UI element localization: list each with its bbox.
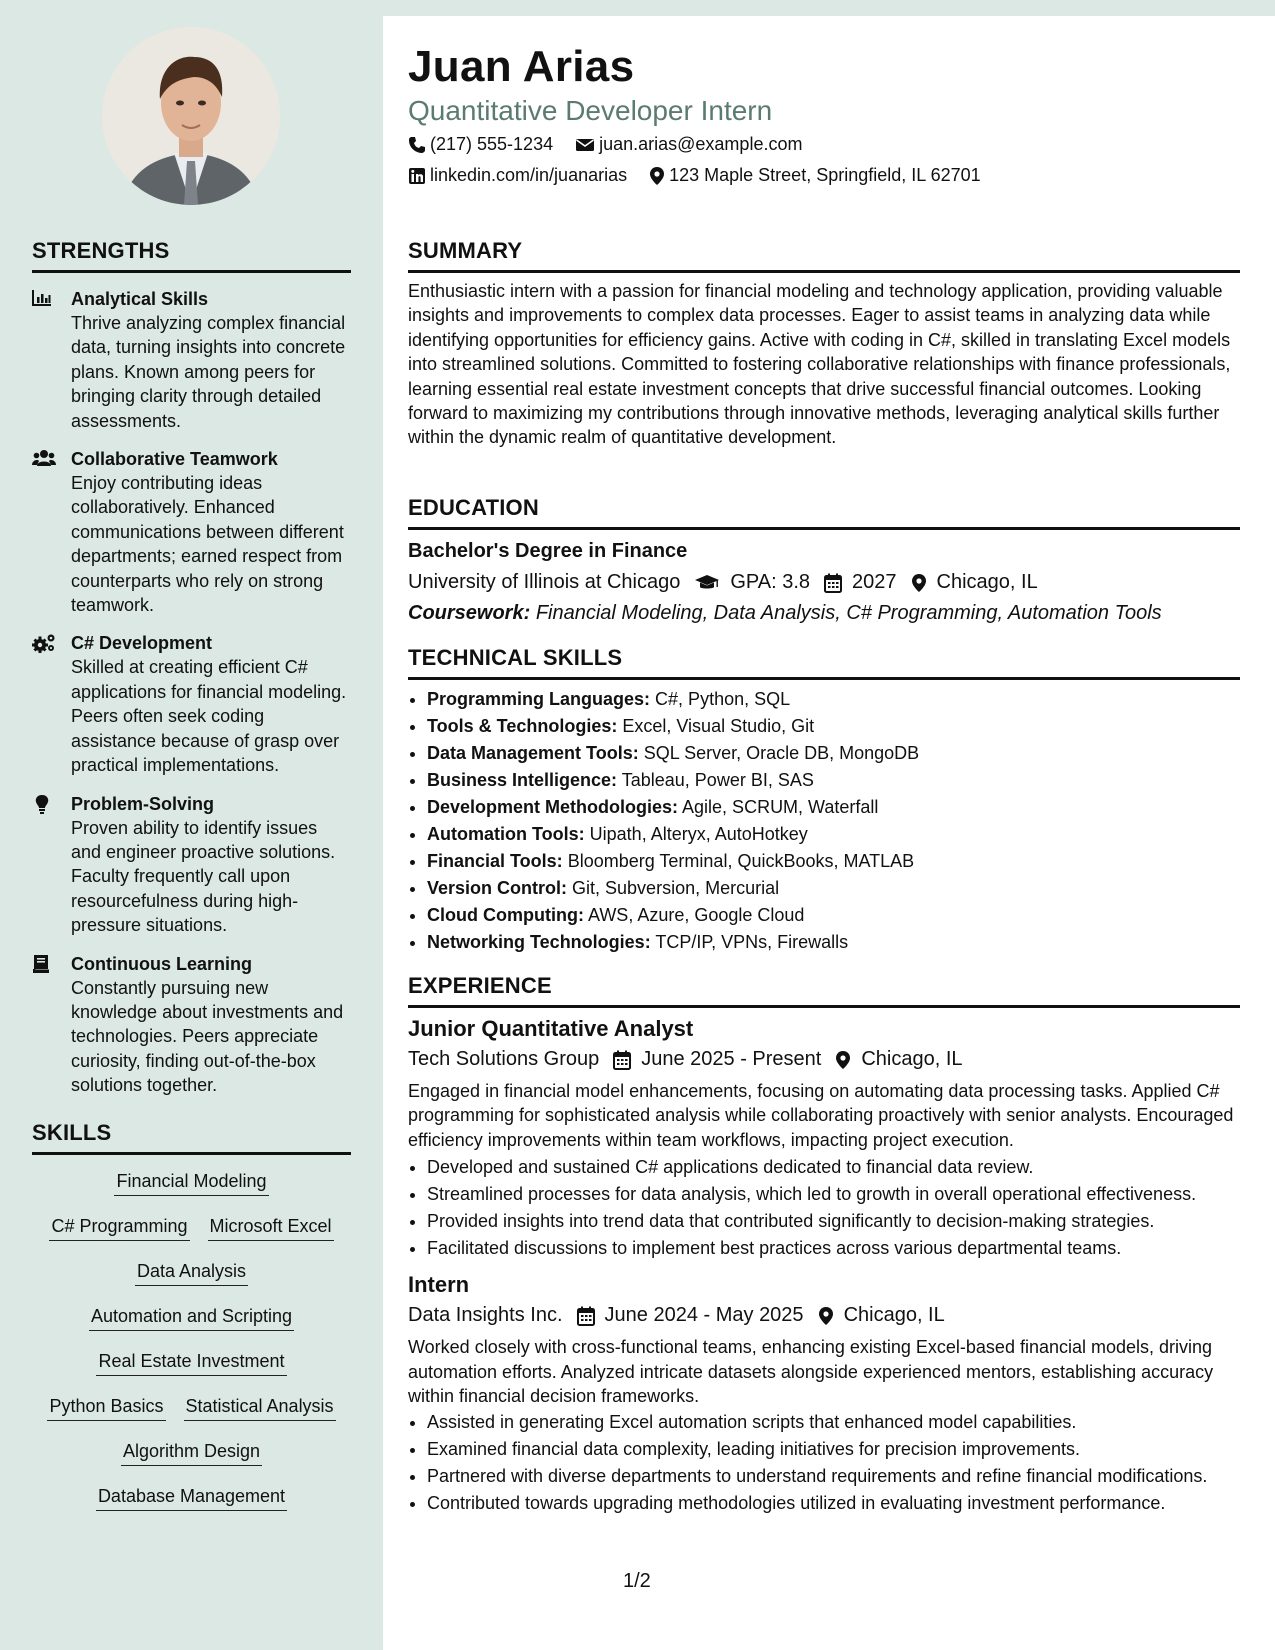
contact-row xyxy=(408,165,1003,186)
list-item: • Assisted in generating Excel automation scripts that enhanced model capabilities. xyxy=(427,1410,1240,1434)
list-item: • Tools & Technologies: Excel, Visual Studio, Git xyxy=(427,713,1240,740)
strength-desc: Enjoy contributing ideas collaboratively. Enhanced communications between different departments; earned respect from counterparts who rely on strong teamwork. xyxy=(71,473,344,616)
address-contact xyxy=(649,165,981,186)
year-item xyxy=(824,571,897,594)
email-contact[interactable] xyxy=(575,134,802,155)
location-item xyxy=(911,571,1038,594)
map-pin-icon xyxy=(649,166,665,186)
job-summary: Worked closely with cross-functional teams, enhancing existing Excel-based financial models, driving automation efforts. Analyzed intricate datasets alongside experienced mentors, establishing accuracy within financial decision frameworks. xyxy=(408,1337,1214,1407)
candidate-name: Juan Arias xyxy=(408,42,635,91)
skill-chip: Statistical Analysis xyxy=(184,1395,336,1421)
phone-contact xyxy=(408,134,553,155)
list-item: • Programming Languages: C#, Python, SQL xyxy=(427,686,1240,713)
education-heading: EDUCATION xyxy=(408,495,1240,530)
list-item: • Developed and sustained C# applications dedicated to financial data review. xyxy=(427,1154,1240,1181)
education-section xyxy=(408,495,1240,625)
page-number: 1/2 xyxy=(623,1570,651,1592)
job-meta xyxy=(408,1048,1240,1071)
location-item xyxy=(835,1048,962,1071)
strength-item xyxy=(32,792,351,938)
sidebar xyxy=(0,0,383,1650)
list-item: • Streamlined processes for data analysis, which led to growth in overall operational effectiveness. xyxy=(427,1181,1240,1208)
skill-chip: Python Basics xyxy=(47,1395,165,1421)
linkedin-text[interactable]: linkedin.com/in/juanarias xyxy=(430,165,628,185)
location-text: Chicago, IL xyxy=(843,1304,945,1327)
job-entry xyxy=(408,1272,1240,1516)
list-item: • Examined financial data complexity, leading initiatives for precision improvements. xyxy=(427,1437,1240,1461)
location-text: Chicago, IL xyxy=(936,571,1038,593)
technical-skills-list xyxy=(408,686,1240,956)
list-item: • Provided insights into trend data that contributed significantly to decision-making strategies. xyxy=(427,1208,1240,1235)
list-item: • Development Methodologies: Agile, SCRUM, Waterfall xyxy=(427,794,1240,821)
strength-item xyxy=(32,631,351,777)
envelope-icon xyxy=(575,137,595,153)
coursework-text: Financial Modeling, Data Analysis, C# Programming, Automation Tools xyxy=(535,602,1162,624)
gpa-text: GPA: 3.8 xyxy=(730,571,811,593)
map-pin-icon xyxy=(835,1050,851,1070)
school-name: University of Illinois at Chicago xyxy=(408,571,681,593)
list-item: • Contributed towards upgrading methodologies utilized in evaluating investment performance. xyxy=(427,1491,1240,1515)
map-pin-icon xyxy=(911,573,927,593)
job-bullets xyxy=(408,1154,1240,1262)
summary-heading: SUMMARY xyxy=(408,238,1240,273)
education-meta xyxy=(408,571,1240,594)
location-text: Chicago, IL xyxy=(861,1048,963,1070)
list-item: • Automation Tools: Uipath, Alteryx, AutoHotkey xyxy=(427,821,1240,848)
coursework xyxy=(408,602,1240,625)
strength-item xyxy=(32,287,351,433)
contact-row xyxy=(408,134,824,155)
book-icon xyxy=(32,954,56,974)
strength-title: Collaborative Teamwork xyxy=(71,449,278,470)
phone-icon xyxy=(408,136,426,154)
calendar-icon xyxy=(577,1306,595,1326)
skills-list xyxy=(32,1161,351,1521)
list-item: • Partnered with diverse departments to understand requirements and refine financial modifications. xyxy=(427,1464,1240,1488)
job-title: Junior Quantitative Analyst xyxy=(408,1016,694,1041)
list-item: • Financial Tools: Bloomberg Terminal, QuickBooks, MATLAB xyxy=(427,848,1240,875)
graduation-cap-icon xyxy=(694,574,720,592)
dates-text: June 2025 - Present xyxy=(641,1048,822,1070)
year-text: 2027 xyxy=(852,571,897,593)
job-summary: Engaged in financial model enhancements, focusing on automating data processing tasks. Applied C# programming for sophisticated analysis while collaborating proactively with senior analysts. Encouraged efficiency improvements within team workflows, impacting project execution. xyxy=(408,1081,1234,1150)
skill-chip: Financial Modeling xyxy=(114,1170,268,1196)
list-item: • Data Management Tools: SQL Server, Oracle DB, MongoDB xyxy=(427,740,1240,767)
lightbulb-icon xyxy=(32,794,56,814)
experience-heading: EXPERIENCE xyxy=(408,973,1240,1008)
job-title: Intern xyxy=(408,1272,470,1298)
skill-chip: Data Analysis xyxy=(135,1260,248,1286)
dates-item xyxy=(613,1048,821,1071)
skill-chip: Microsoft Excel xyxy=(208,1215,334,1241)
strength-desc: Skilled at creating efficient C# applications for financial modeling. Peers often seek coding assistance because of grasp over practical implementations. xyxy=(71,657,347,776)
job-meta xyxy=(408,1304,1240,1327)
skill-chip: Real Estate Investment xyxy=(96,1350,286,1376)
strength-title: C# Development xyxy=(71,633,213,654)
list-item: • Version Control: Git, Subversion, Mercurial xyxy=(427,875,1240,902)
technical-skills-section xyxy=(408,645,1240,956)
strengths-heading: STRENGTHS xyxy=(32,238,351,273)
linkedin-contact[interactable] xyxy=(408,165,627,186)
strength-desc: Thrive analyzing complex financial data, turning insights into concrete plans. Known among peers for bringing clarity through detailed assessments. xyxy=(71,313,346,431)
technical-skills-heading: TECHNICAL SKILLS xyxy=(408,645,1240,680)
company-name: Data Insights Inc. xyxy=(408,1304,563,1327)
company-name: Tech Solutions Group xyxy=(408,1048,600,1070)
dates-item xyxy=(577,1304,804,1327)
calendar-icon xyxy=(824,573,842,593)
strength-item xyxy=(32,447,351,617)
list-item: • Networking Technologies: TCP/IP, VPNs, Firewalls xyxy=(427,929,1240,956)
bar-chart-icon xyxy=(32,289,56,309)
job-entry xyxy=(408,1016,1240,1262)
experience-section xyxy=(408,973,1240,1518)
address-text: 123 Maple Street, Springfield, IL 62701 xyxy=(669,165,981,185)
phone-text: (217) 555-1234 xyxy=(430,134,554,154)
profile-photo xyxy=(102,27,280,205)
skill-chip: Database Management xyxy=(96,1485,287,1511)
skills-heading: SKILLS xyxy=(32,1120,351,1155)
strength-item xyxy=(32,952,351,1098)
job-bullets xyxy=(408,1410,1240,1515)
map-pin-icon xyxy=(818,1306,834,1326)
email-text[interactable]: juan.arias@example.com xyxy=(599,134,803,154)
skill-chip: Automation and Scripting xyxy=(89,1305,294,1331)
strength-title: Continuous Learning xyxy=(71,953,252,974)
gears-icon xyxy=(32,633,56,653)
gpa-item xyxy=(694,571,810,594)
strength-desc: Constantly pursuing new knowledge about investments and technologies. Peers appreciate curiosity, finding out-of-the-box solutions together. xyxy=(71,977,344,1096)
list-item: • Facilitated discussions to implement best practices across various departmental teams. xyxy=(427,1235,1240,1262)
strength-title: Problem-Solving xyxy=(71,793,215,814)
calendar-icon xyxy=(613,1050,631,1070)
skill-chip: C# Programming xyxy=(49,1215,189,1241)
skill-chip: Algorithm Design xyxy=(121,1440,262,1466)
coursework-label: Coursework: xyxy=(408,602,531,624)
linkedin-icon xyxy=(408,167,426,185)
list-item: • Cloud Computing: AWS, Azure, Google Cloud xyxy=(427,902,1240,929)
list-item: • Business Intelligence: Tableau, Power BI, SAS xyxy=(427,767,1240,794)
location-item xyxy=(818,1304,945,1327)
degree-title: Bachelor's Degree in Finance xyxy=(408,540,688,562)
summary-text: Enthusiastic intern with a passion for financial modeling and technology application, providing valuable insights and improvements to complex data processes. Eager to assist teams in analyzing data while identifying opportunities for efficiency gains. Active with coding in C#, skilled in translating Excel models into streamlined solutions. Committed to fostering collaborative relationships with finance professionals, learning essential real estate investment concepts that drive successful financial outcomes. Looking forward to maximizing my contributions through innovative methods, leveraging analytical skills further within the dynamic realm of quantitative development. xyxy=(408,281,1231,448)
strength-title: Analytical Skills xyxy=(71,289,209,309)
users-icon xyxy=(32,449,56,469)
dates-text: June 2024 - May 2025 xyxy=(604,1304,804,1327)
strength-desc: Proven ability to identify issues and engineer proactive solutions. Faculty frequently call upon resourcefulness during high-pressure situations. xyxy=(71,817,336,936)
sidebar-content xyxy=(32,238,351,1521)
summary-section xyxy=(408,238,1240,450)
candidate-role: Quantitative Developer Intern xyxy=(408,95,773,126)
